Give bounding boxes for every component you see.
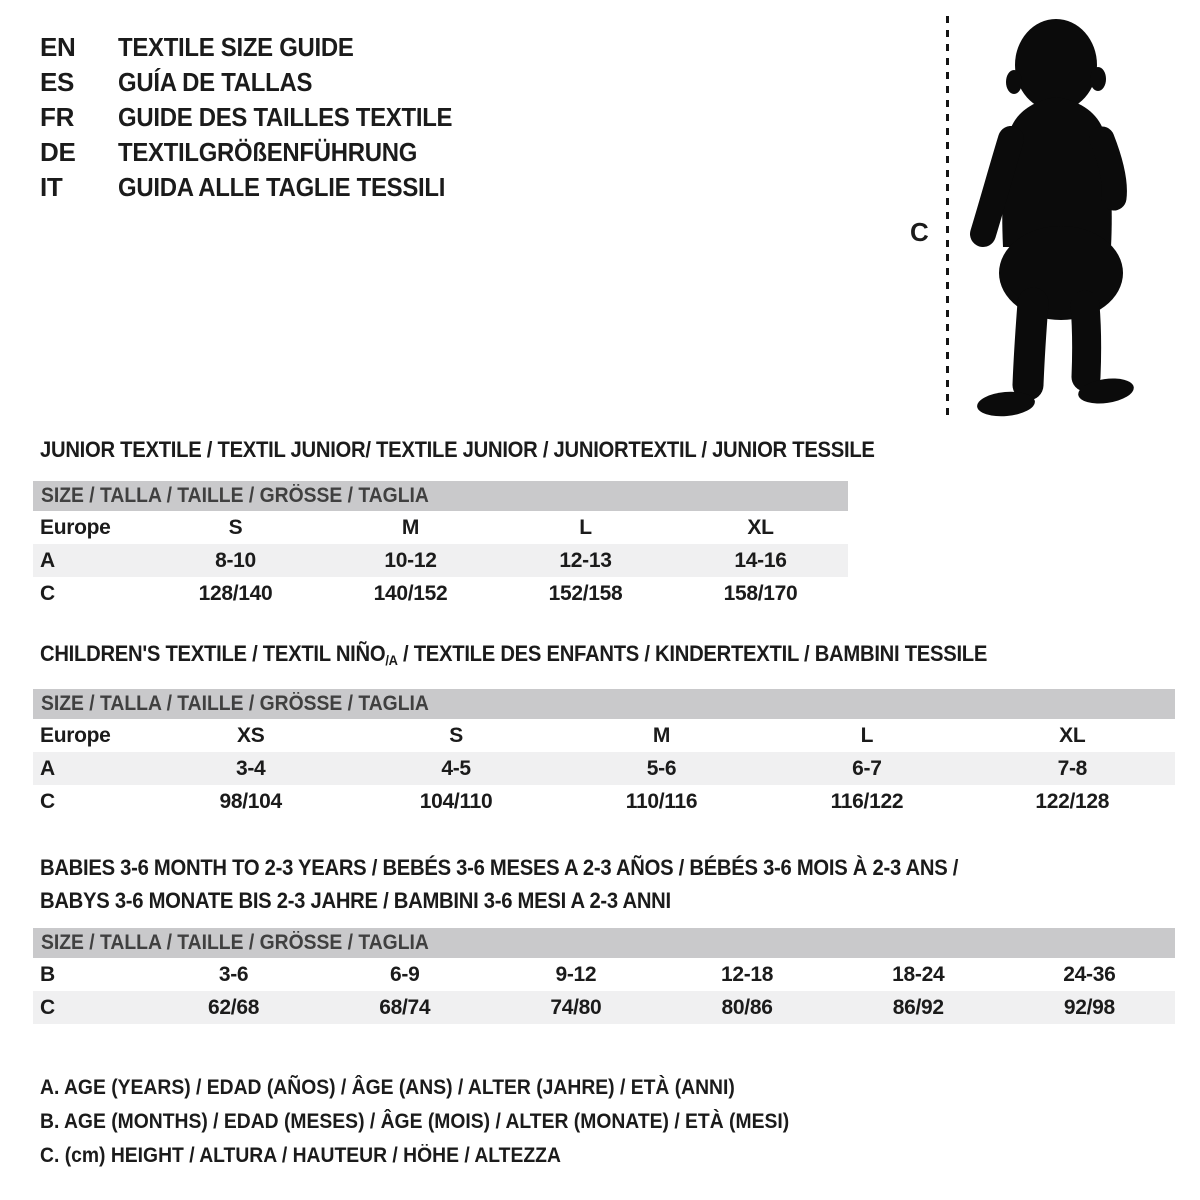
nino-a-subscript: /A bbox=[385, 652, 398, 668]
row-label: C bbox=[40, 995, 55, 1019]
list-item bbox=[40, 135, 481, 170]
height-value: 128/140 bbox=[198, 581, 273, 605]
list-item bbox=[40, 170, 481, 205]
language-code: EN bbox=[40, 32, 76, 62]
junior-section-heading: JUNIOR TEXTILE / TEXTIL JUNIOR/ TEXTILE JUNIOR / JUNIORTEXTIL / JUNIOR TESSILE bbox=[40, 437, 875, 462]
height-value: 98/104 bbox=[219, 789, 282, 813]
legend bbox=[40, 1071, 854, 1173]
age-value: 7-8 bbox=[1057, 756, 1088, 780]
list-item bbox=[40, 100, 481, 135]
language-code: IT bbox=[40, 172, 63, 202]
region-label: Europe bbox=[40, 723, 111, 747]
guide-title: TEXTILE SIZE GUIDE bbox=[118, 32, 354, 62]
region-label: Europe bbox=[40, 515, 111, 539]
size-col: XL bbox=[747, 515, 774, 539]
size-col: S bbox=[449, 723, 463, 747]
language-code: DE bbox=[40, 137, 76, 167]
children-size-table bbox=[33, 689, 1175, 818]
table-row-age bbox=[33, 544, 848, 577]
height-value: 92/98 bbox=[1063, 995, 1115, 1019]
height-value: 80/86 bbox=[721, 995, 773, 1019]
size-col: M bbox=[401, 515, 420, 539]
size-col: S bbox=[228, 515, 243, 539]
list-item bbox=[40, 30, 481, 65]
height-value: 140/152 bbox=[373, 581, 448, 605]
table-row-height bbox=[33, 991, 1175, 1024]
height-value: 152/158 bbox=[548, 581, 623, 605]
table-row-header bbox=[33, 719, 1175, 752]
size-col: L bbox=[860, 723, 874, 747]
babies-section-heading: BABIES 3-6 MONTH TO 2-3 YEARS / BEBÉS 3-6 MESES A 2-3 AÑOS / BÉBÉS 3-6 MOIS À 2-3 ANS / BABYS 3-6 MONATE BIS 2-3 JAHRE / BAMBINI 3-6 MESI A 2-3 ANNI bbox=[40, 855, 959, 913]
legend-line-b: B. AGE (MONTHS) / EDAD (MESES) / ÂGE (MOIS) / ALTER (MONATE) / ETÀ (MESI) bbox=[40, 1110, 790, 1133]
size-col: XS bbox=[236, 723, 265, 747]
height-value: 158/170 bbox=[723, 581, 798, 605]
size-header-bar: SIZE / TALLA / TAILLE / GRÖSSE / TAGLIA bbox=[33, 689, 1175, 719]
age-value: 8-10 bbox=[215, 548, 256, 572]
language-code: FR bbox=[40, 102, 75, 132]
height-value: 110/116 bbox=[625, 789, 698, 813]
size-header-bar: SIZE / TALLA / TAILLE / GRÖSSE / TAGLIA bbox=[33, 928, 1175, 958]
age-months-value: 12-18 bbox=[720, 962, 774, 986]
junior-size-table bbox=[33, 481, 848, 610]
age-value: 6-7 bbox=[852, 756, 882, 780]
size-col: L bbox=[579, 515, 592, 539]
age-months-value: 18-24 bbox=[892, 962, 945, 986]
age-value: 12-13 bbox=[559, 548, 612, 572]
table-row-height bbox=[33, 785, 1175, 818]
height-value: 116/122 bbox=[830, 789, 904, 813]
height-measure-label: C bbox=[910, 217, 929, 247]
height-value: 86/92 bbox=[892, 995, 944, 1019]
size-col: XL bbox=[1059, 723, 1086, 747]
table-row-age bbox=[33, 752, 1175, 785]
age-value: 3-4 bbox=[235, 756, 266, 780]
guide-title: GUIDA ALLE TAGLIE TESSILI bbox=[118, 172, 446, 202]
age-value: 4-5 bbox=[441, 756, 471, 780]
guide-title: TEXTILGRÖßENFÜHRUNG bbox=[118, 137, 418, 167]
height-value: 62/68 bbox=[208, 995, 260, 1019]
height-value: 68/74 bbox=[379, 995, 431, 1019]
row-label: B bbox=[40, 962, 55, 986]
language-code: ES bbox=[40, 67, 75, 97]
age-months-value: 6-9 bbox=[390, 962, 420, 986]
table-row-header bbox=[33, 511, 848, 544]
row-label: C bbox=[40, 789, 55, 813]
legend-line-c: C. (cm) HEIGHT / ALTURA / HAUTEUR / HÖHE / ALTEZZA bbox=[40, 1144, 561, 1167]
age-value: 10-12 bbox=[384, 548, 437, 572]
height-value: 122/128 bbox=[1035, 789, 1110, 813]
language-title-list bbox=[40, 30, 481, 205]
guide-title: GUÍA DE TALLAS bbox=[118, 67, 313, 97]
legend-line-a: A. AGE (YEARS) / EDAD (AÑOS) / ÂGE (ANS) / ALTER (JAHRE) / ETÀ (ANNI) bbox=[40, 1076, 735, 1099]
list-item bbox=[40, 65, 481, 100]
age-months-value: 24-36 bbox=[1063, 962, 1116, 986]
height-measure-line bbox=[946, 16, 949, 418]
size-header-bar: SIZE / TALLA / TAILLE / GRÖSSE / TAGLIA bbox=[33, 481, 848, 511]
height-value: 104/110 bbox=[419, 789, 493, 813]
height-value: 74/80 bbox=[550, 995, 602, 1019]
age-value: 5-6 bbox=[646, 756, 677, 780]
row-label: C bbox=[40, 581, 55, 605]
table-row-height bbox=[33, 577, 848, 610]
age-months-value: 9-12 bbox=[555, 962, 597, 986]
age-value: 14-16 bbox=[734, 548, 787, 572]
toddler-silhouette-icon bbox=[957, 15, 1147, 425]
guide-title: GUIDE DES TAILLES TEXTILE bbox=[118, 102, 453, 132]
row-label: A bbox=[40, 756, 55, 780]
table-row-age-months bbox=[33, 958, 1175, 991]
row-label: A bbox=[40, 548, 55, 572]
size-col: M bbox=[652, 723, 671, 747]
babies-size-table bbox=[33, 928, 1175, 1024]
children-section-heading: CHILDREN'S TEXTILE / TEXTIL NIÑO/A / TEXTILE DES ENFANTS / KINDERTEXTIL / BAMBINI TESSILE bbox=[40, 641, 988, 668]
age-months-value: 3-6 bbox=[218, 962, 249, 986]
